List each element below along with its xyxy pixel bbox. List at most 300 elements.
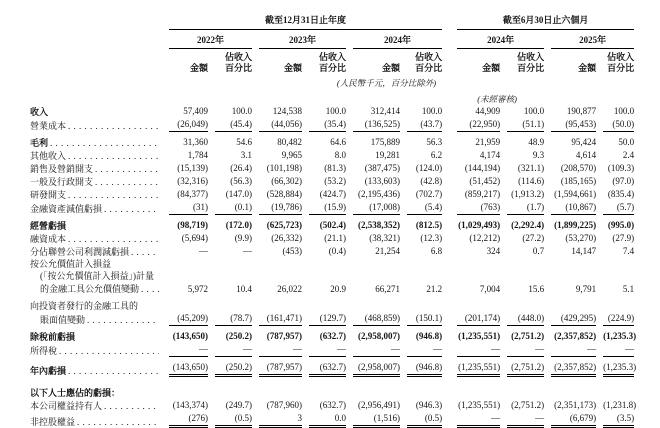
value-cell (252, 357, 302, 377)
row-label (30, 312, 162, 326)
value-cell (450, 245, 500, 258)
cell-value: 190,877 (566, 106, 597, 116)
cell-value: (143,650) (172, 330, 208, 341)
value-cell (162, 245, 208, 258)
value-cell (208, 118, 252, 132)
row-label-text: 非控股權益 (30, 416, 76, 427)
cell-value: (2,956,491) (358, 400, 400, 411)
cell-value: (201,174) (457, 312, 500, 326)
value-cell (500, 258, 544, 270)
value-cell (302, 343, 346, 357)
row-label-text: 分佔聯營公司利潤減虧損 (30, 246, 130, 257)
cell-value: (38,321) (369, 233, 400, 243)
cell-value: 100.0 (325, 106, 346, 116)
value-cell (162, 162, 208, 175)
cell-value: (468,859) (353, 312, 400, 326)
value-cell (596, 149, 634, 162)
cell-value: 324 (486, 246, 501, 256)
value-cell (346, 343, 400, 357)
cell-value: (22,950) (457, 118, 500, 132)
value-cell (208, 270, 252, 282)
value-cell (596, 357, 637, 377)
value-cell (208, 258, 252, 270)
dot-leader (141, 283, 159, 295)
table-row (30, 132, 634, 149)
cell-value: (1,913.2) (511, 189, 545, 199)
pct-line2: 百分比 (415, 62, 443, 73)
value-cell (450, 175, 500, 188)
cell-value: (632.7) (309, 361, 346, 377)
cell-value: 10.4 (236, 283, 252, 294)
cell-value: (632.7) (319, 330, 346, 341)
cell-value: — (353, 343, 400, 357)
header-spacer (30, 49, 162, 74)
value-cell (596, 283, 634, 296)
cell-value: (150.1) (407, 312, 442, 326)
cell-value: 15.6 (528, 283, 545, 294)
cell-value: (946.8) (407, 361, 442, 377)
cell-value: — (457, 343, 500, 357)
pct-subheader (302, 49, 346, 74)
table-row (30, 188, 634, 201)
value-cell (252, 412, 302, 428)
income-statement-table (30, 13, 637, 428)
cell-value: 56.3 (426, 137, 443, 147)
value-cell (450, 188, 500, 201)
value-cell (346, 188, 400, 201)
value-cell (400, 149, 442, 162)
cell-value: (1,029,493) (458, 220, 501, 230)
cell-value: 64.6 (330, 137, 346, 147)
year-2024-header (346, 30, 442, 49)
cell-value: (42.8) (420, 176, 443, 186)
cell-value: (26,049) (169, 118, 208, 132)
value-cell (596, 232, 634, 245)
value-cell (400, 245, 442, 258)
value-cell (162, 283, 208, 296)
value-cell (346, 312, 400, 326)
value-cell (346, 412, 400, 428)
dot-leader (68, 189, 159, 201)
cell-value: 14,147 (571, 246, 597, 256)
cell-value: (66,302) (271, 176, 302, 186)
cell-value: (702.7) (415, 189, 443, 199)
cell-value: — (603, 343, 634, 357)
value-cell (162, 188, 208, 201)
value-cell (400, 162, 442, 175)
year-2023-header (252, 30, 346, 49)
pct-line1: 佔收入 (318, 52, 346, 62)
dot-leader (59, 345, 159, 357)
value-cell (346, 215, 400, 232)
cell-value: (98,719) (177, 220, 208, 230)
value-cell (596, 105, 634, 118)
value-cell (400, 201, 442, 215)
cell-value: 48.9 (528, 137, 545, 147)
unaudited-note: (未經審核) (477, 94, 517, 104)
cell-value: 0.7 (532, 246, 545, 256)
value-cell (252, 232, 302, 245)
value-cell (400, 118, 442, 132)
cell-value: 19,281 (375, 150, 400, 160)
value-cell (208, 377, 252, 399)
cell-value: (51,452) (469, 176, 501, 186)
interim-2024-header (450, 30, 544, 49)
row-label (30, 343, 162, 357)
pct-subheader (596, 49, 634, 74)
value-cell (346, 357, 400, 377)
row-label-text: 按公允價值計入損益 (30, 259, 112, 269)
pct-subheader (400, 49, 442, 74)
dot-leader (95, 176, 159, 188)
row-label (30, 245, 162, 258)
value-cell (252, 162, 302, 175)
cell-value: (1,235,551) (458, 400, 501, 411)
value-cell (252, 283, 302, 296)
value-cell (302, 283, 346, 296)
cell-value: (859,217) (464, 189, 501, 199)
row-label-text: 營業成本 (30, 120, 67, 131)
value-cell (500, 149, 544, 162)
row-label (30, 118, 162, 132)
cell-value: (12.3) (420, 233, 443, 243)
value-cell (500, 377, 544, 399)
cell-value: 9,791 (575, 283, 597, 294)
cell-value: 9.3 (532, 150, 545, 160)
cell-value: (44,056) (259, 118, 302, 132)
column-gap (442, 188, 450, 201)
cell-value: (787,957) (266, 330, 302, 341)
cell-value: (625,723) (266, 220, 302, 230)
value-cell (596, 188, 634, 201)
value-cell (500, 296, 544, 312)
cell-value: (249.7) (225, 400, 252, 411)
value-cell (302, 201, 346, 215)
value-cell (500, 132, 544, 149)
value-cell (302, 270, 346, 282)
value-cell (596, 377, 634, 399)
dot-leader (131, 246, 159, 258)
value-cell (500, 215, 544, 232)
value-cell (346, 377, 400, 399)
cell-value: (32,316) (177, 176, 208, 186)
cell-value: 6.8 (430, 246, 443, 256)
cell-value: (12,212) (469, 233, 501, 243)
cell-value: (50.0) (603, 118, 634, 132)
value-cell (208, 132, 252, 149)
row-label-text: 向投資者發行的金融工具的 (30, 300, 139, 311)
unaudited-note-row (30, 89, 634, 105)
cell-value: (26,332) (271, 233, 302, 243)
cell-value: (53.2) (324, 176, 346, 186)
table-row (30, 175, 634, 188)
value-cell (252, 105, 302, 118)
value-cell (544, 201, 596, 215)
value-cell (596, 412, 634, 428)
year-label: 2024年 (353, 30, 442, 49)
value-cell (302, 377, 346, 399)
cell-value: 21,254 (375, 246, 400, 256)
period-annual-header (162, 13, 442, 30)
table-row (30, 296, 634, 312)
cell-value: 100.0 (523, 106, 545, 116)
value-cell (208, 343, 252, 357)
column-gap (442, 270, 450, 282)
cell-value: (101,198) (266, 163, 302, 173)
cell-value: (2,351,173) (554, 400, 597, 411)
value-cell (208, 188, 252, 201)
row-label-text: 除稅前虧損 (30, 331, 76, 342)
value-cell (346, 232, 400, 245)
cell-value: (424.7) (319, 189, 346, 199)
row-label-text: (「按公允價值計入損益」)計量 (40, 271, 154, 282)
value-cell (302, 326, 346, 343)
row-label-text: 賬面值變動 (40, 314, 86, 325)
cell-value: 124,538 (272, 106, 302, 116)
cell-value: 4,174 (479, 150, 501, 160)
value-cell (544, 105, 596, 118)
header-spacer (30, 74, 162, 89)
cell-value: (185,165) (560, 176, 597, 186)
cell-value: (27.2) (522, 233, 545, 243)
value-cell (544, 245, 596, 258)
cell-value: (19,786) (259, 201, 302, 215)
value-cell (544, 312, 596, 326)
cell-value: (161,471) (259, 312, 302, 326)
value-cell (346, 105, 400, 118)
amount-subheader: 金額 (189, 62, 208, 73)
value-cell (162, 377, 208, 399)
row-label (30, 377, 162, 399)
value-cell (208, 296, 252, 312)
units-note: (人民幣千元，百分比除外) (336, 78, 437, 88)
year-label: 2023年 (259, 30, 346, 49)
cell-value: 175,889 (370, 137, 400, 147)
value-cell (346, 175, 400, 188)
value-cell (400, 377, 442, 399)
cell-value: (2,292.4) (511, 220, 545, 230)
year-label: 2022年 (169, 30, 252, 49)
cell-value: (1,235,551) (458, 330, 501, 341)
value-cell (500, 270, 544, 282)
pct-line2: 百分比 (517, 62, 545, 73)
row-label-text: 毛利 (30, 137, 49, 148)
column-gap (442, 215, 450, 232)
units-note-row (30, 74, 634, 89)
cell-value: — (243, 246, 252, 256)
row-label (30, 175, 162, 188)
value-cell (500, 188, 544, 201)
value-cell (208, 105, 252, 118)
value-cell (346, 326, 400, 343)
cell-value: (0.1) (215, 201, 252, 215)
cell-value: (97.0) (612, 176, 635, 186)
column-gap (442, 296, 450, 312)
period-interim-header (450, 13, 634, 30)
cell-value: (1,235,551) (457, 361, 500, 377)
column-gap (442, 283, 450, 296)
column-gap (442, 312, 450, 326)
cell-value: (321.1) (517, 163, 545, 173)
value-cell (450, 232, 500, 245)
value-cell (450, 357, 500, 377)
cell-value: (147.0) (225, 189, 252, 199)
value-cell (302, 296, 346, 312)
table-row (30, 232, 634, 245)
table-row (30, 201, 634, 215)
cell-value: (1,231.8) (603, 400, 637, 411)
pct-subheader (500, 49, 544, 74)
cell-value: (144,194) (464, 163, 501, 173)
value-cell (252, 149, 302, 162)
cell-value: 1,784 (187, 150, 208, 160)
value-cell (450, 326, 500, 343)
value-cell (208, 357, 252, 377)
table-row (30, 270, 634, 282)
value-cell (450, 377, 500, 399)
row-label-text: 經營虧損 (30, 220, 67, 231)
cell-value: (172.0) (225, 220, 252, 230)
value-cell (596, 270, 634, 282)
column-gap (442, 175, 450, 188)
row-label (30, 296, 162, 312)
value-cell (596, 118, 634, 132)
value-cell (208, 283, 252, 296)
cell-value: — (407, 343, 442, 357)
cell-value: (208,570) (560, 163, 597, 173)
value-cell (346, 258, 400, 270)
group-gap (442, 30, 450, 49)
row-label-text: 一般及行政開支 (30, 176, 94, 187)
value-cell (400, 283, 442, 296)
value-cell (400, 296, 442, 312)
value-cell (208, 175, 252, 188)
dot-leader (95, 163, 159, 175)
cell-value: (2,357,852) (554, 330, 597, 341)
row-label-text: 收入 (30, 106, 49, 117)
column-gap (442, 162, 450, 175)
value-cell (252, 188, 302, 201)
value-cell (596, 326, 637, 343)
value-cell (208, 201, 252, 215)
row-label (30, 270, 162, 282)
value-cell (252, 296, 302, 312)
value-cell (500, 312, 544, 326)
value-cell (162, 312, 208, 326)
cell-value: — (169, 343, 208, 357)
value-cell (400, 215, 442, 232)
value-cell (544, 232, 596, 245)
value-cell (450, 132, 500, 149)
value-cell (596, 258, 634, 270)
value-cell (302, 118, 346, 132)
value-cell (400, 412, 442, 428)
cell-value: (3.5) (603, 412, 634, 428)
value-cell (162, 296, 208, 312)
value-cell (596, 343, 634, 357)
cell-value: 57,409 (183, 106, 208, 116)
cell-value: (502.4) (319, 220, 346, 230)
value-cell (544, 326, 596, 343)
value-cell (162, 132, 208, 149)
group-gap (442, 89, 450, 105)
value-cell (208, 312, 252, 326)
dot-leader (50, 137, 159, 149)
row-label-text: 銷售及營銷開支 (30, 163, 94, 174)
value-cell (596, 296, 634, 312)
cell-value: (528,884) (266, 189, 302, 199)
cell-value: 21.2 (426, 283, 443, 294)
row-label (30, 258, 162, 270)
value-cell (596, 245, 634, 258)
cell-value: (632.7) (319, 400, 346, 411)
table-row (30, 215, 634, 232)
value-cell (450, 312, 500, 326)
row-label (30, 232, 162, 245)
cell-value: (17,008) (353, 201, 400, 215)
year-2022-header (162, 30, 252, 49)
group-gap (442, 49, 450, 74)
value-cell (400, 105, 442, 118)
value-cell (596, 132, 634, 149)
cell-value: — (551, 343, 596, 357)
cell-value: (43.7) (407, 118, 442, 132)
cell-value: (109.3) (607, 163, 635, 173)
cell-value: (129.7) (309, 312, 346, 326)
cell-value: (0.5) (407, 412, 442, 428)
value-cell (162, 105, 208, 118)
cell-value: (995.0) (607, 220, 635, 230)
value-cell (252, 343, 302, 357)
value-cell (544, 343, 596, 357)
cell-value: (84,377) (177, 189, 208, 199)
value-cell (544, 258, 596, 270)
value-cell (596, 162, 634, 175)
value-cell (302, 188, 346, 201)
value-cell (500, 162, 544, 175)
cell-value: (2,958,007) (353, 361, 400, 377)
period-header-row (30, 13, 634, 30)
value-cell (450, 105, 500, 118)
value-cell (252, 245, 302, 258)
value-cell (500, 175, 544, 188)
value-cell (500, 326, 544, 343)
cell-value: (0.4) (328, 246, 346, 256)
cell-value: — (507, 412, 544, 428)
value-cell (500, 232, 544, 245)
cell-value: (45.4) (215, 118, 252, 132)
cell-value: (429,295) (551, 312, 596, 326)
value-cell (400, 188, 442, 201)
value-cell (162, 357, 208, 377)
pct-line1: 佔收入 (224, 52, 252, 62)
cell-value: 9,965 (281, 150, 302, 160)
row-label (30, 149, 162, 162)
value-cell (252, 132, 302, 149)
pct-line2: 百分比 (318, 62, 346, 73)
period-interim-title: 截至6月30日止六個月 (457, 13, 634, 30)
cell-value: (1,594,661) (554, 189, 597, 199)
value-cell (302, 105, 346, 118)
cell-value: (2,195,436) (358, 189, 400, 199)
cell-value: 100.0 (421, 106, 443, 116)
dot-leader (68, 233, 159, 245)
cell-value: (27.9) (612, 233, 635, 243)
value-cell (500, 245, 544, 258)
cell-value: 80,482 (277, 137, 302, 147)
table-row (30, 357, 634, 377)
value-cell (252, 118, 302, 132)
